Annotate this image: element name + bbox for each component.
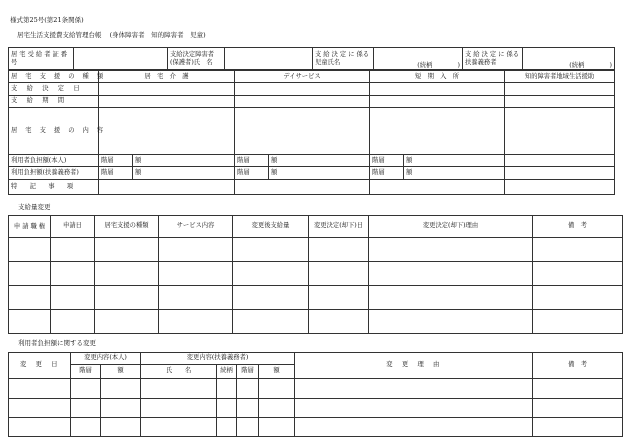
burden-subheader-name: 氏 名 <box>141 365 217 379</box>
change-table <box>8 215 623 334</box>
burden-subheader-guardian-stage: 階層 <box>237 365 259 379</box>
page-title <box>17 32 206 39</box>
guardian-burden-row <box>9 167 615 179</box>
decision-date-cell[interactable] <box>235 83 370 95</box>
stage-label: 階層 <box>370 167 404 179</box>
row-label-notes: 特 記 事 項 <box>9 179 99 194</box>
self-burden-row <box>9 155 615 167</box>
stage-label: 階層 <box>99 155 133 167</box>
burden-section-title: 利用者負担額に関する変更 <box>18 339 96 347</box>
row-label-service-type: 居 宅 支 援 の 種 類 <box>9 71 99 83</box>
burden-header-remarks: 備 考 <box>533 353 623 379</box>
service-type-row <box>9 71 615 83</box>
recipient-number-label: 居 宅 受 給 者 証 番 号 <box>9 48 74 70</box>
amount-label: 額 <box>269 155 370 167</box>
period-cell[interactable] <box>99 95 235 107</box>
header-table <box>8 47 615 70</box>
period-row <box>9 95 615 107</box>
table-row <box>9 310 623 334</box>
content-row <box>9 107 615 154</box>
content-cell[interactable] <box>235 107 370 154</box>
decision-date-cell[interactable] <box>370 83 505 95</box>
burden-table <box>8 352 623 437</box>
change-header-reason: 変更決定(却下)理由 <box>369 216 533 238</box>
burden-subheader-guardian-amount: 額 <box>259 365 295 379</box>
service-home-care: 居 宅 介 護 <box>99 71 235 83</box>
change-section-title: 支給量変更 <box>18 203 51 211</box>
guardian-relation-label: (続柄 ) <box>569 61 612 69</box>
table-row <box>9 262 623 286</box>
row-label-content: 居 宅 支 援 の 内 容 <box>9 107 99 154</box>
title-text: 居宅生活支援費支給管理台帳 <box>17 31 102 39</box>
content-cell[interactable] <box>505 107 615 154</box>
title-categories: (身体障害者 知的障害者 児童) <box>109 31 206 39</box>
stage-label: 階層 <box>235 167 269 179</box>
row-label-guardian-burden: 利用負担額(扶養義務者) <box>9 167 99 179</box>
change-header-date: 申請日 <box>51 216 95 238</box>
group-living-burden-cell[interactable] <box>505 167 615 179</box>
burden-header-reason: 変 更 理 由 <box>295 353 533 379</box>
change-header-applicant: 申 請 職 権 <box>9 216 51 238</box>
service-day-service: デイサービス <box>235 71 370 83</box>
amount-label: 額 <box>133 155 235 167</box>
guardian-field[interactable] <box>523 48 615 70</box>
form-number: 様式第25号(第21条関係) <box>10 16 84 24</box>
child-name-label: 支 給 決 定 に 係る児童氏名 <box>313 48 374 70</box>
content-cell[interactable] <box>370 107 505 154</box>
notes-cell[interactable] <box>235 179 370 194</box>
burden-header-guardian: 変更内容(扶養義務者) <box>141 353 295 365</box>
notes-cell[interactable] <box>370 179 505 194</box>
stage-label: 階層 <box>235 155 269 167</box>
change-header-content: サービス内容 <box>159 216 233 238</box>
table-row <box>9 399 623 418</box>
notes-row <box>9 179 615 194</box>
stage-label: 階層 <box>99 167 133 179</box>
main-table <box>8 70 615 195</box>
period-cell[interactable] <box>235 95 370 107</box>
change-header-decision-date: 変更決定(却下)日 <box>309 216 369 238</box>
burden-subheader-self-amount: 額 <box>101 365 141 379</box>
content-cell[interactable] <box>99 107 235 154</box>
amount-label: 額 <box>404 167 505 179</box>
notes-cell[interactable] <box>505 179 615 194</box>
row-label-decision-date: 支 給 決 定 日 <box>9 83 99 95</box>
disabled-person-name-label: 支給決定障害者 (保護者)氏 名 <box>168 48 225 70</box>
child-relation-label: (続柄 ) <box>417 61 460 69</box>
burden-subheader-self-stage: 階層 <box>71 365 101 379</box>
change-header-remarks: 備 考 <box>533 216 623 238</box>
table-row <box>9 418 623 437</box>
period-cell[interactable] <box>370 95 505 107</box>
change-header-amount: 変更後支給量 <box>233 216 309 238</box>
stage-label: 階層 <box>370 155 404 167</box>
change-header-type: 居宅支援の種類 <box>95 216 159 238</box>
guardian-label: 支 給 決 定 に 係る扶養義務者 <box>463 48 523 70</box>
decision-date-row <box>9 83 615 95</box>
table-row <box>9 379 623 399</box>
notes-cell[interactable] <box>99 179 235 194</box>
row-label-period: 支 給 期 間 <box>9 95 99 107</box>
amount-label: 額 <box>133 167 235 179</box>
amount-label: 額 <box>269 167 370 179</box>
service-group-living: 知的障害者地域生活援助 <box>505 71 615 83</box>
child-name-field[interactable] <box>374 48 463 70</box>
table-row <box>9 286 623 310</box>
burden-subheader-relation: 続柄 <box>217 365 237 379</box>
service-short-stay: 短 期 入 所 <box>370 71 505 83</box>
decision-date-cell[interactable] <box>99 83 235 95</box>
burden-header-change-date: 変 更 日 <box>9 353 71 379</box>
burden-header-row <box>9 353 623 365</box>
decision-date-cell[interactable] <box>505 83 615 95</box>
amount-label: 額 <box>404 155 505 167</box>
table-row <box>9 238 623 262</box>
group-living-burden-cell[interactable] <box>505 155 615 167</box>
burden-header-self: 変更内容(本人) <box>71 353 141 365</box>
disabled-person-name-field[interactable] <box>225 48 313 70</box>
row-label-self-burden: 利用者負担額(本人) <box>9 155 99 167</box>
change-header-row <box>9 216 623 238</box>
period-cell[interactable] <box>505 95 615 107</box>
